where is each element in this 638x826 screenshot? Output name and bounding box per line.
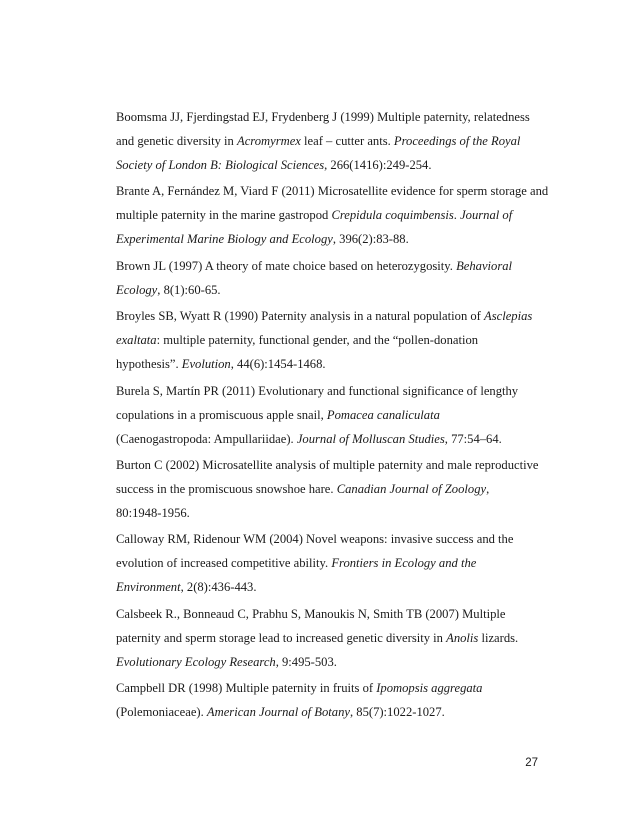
reference-text: , 85(7):1022-1027.	[349, 705, 445, 720]
reference-line	[116, 203, 546, 227]
reference-text: , 266(1416):249-254.	[324, 158, 432, 172]
reference-text: , 77:54–64.	[444, 431, 502, 446]
reference-text: 80:1948-1956.	[116, 505, 190, 520]
reference-italic-text: Anolis	[446, 630, 479, 645]
reference-line	[116, 227, 546, 251]
reference-italic-text: Frontiers in Ecology and the	[331, 556, 477, 571]
reference-line	[116, 575, 546, 599]
reference-italic-text: Ipomopsis aggregata	[376, 681, 483, 696]
reference-line	[116, 379, 546, 403]
reference-text: Brown JL (1997) A theory of mate choice based on heterozygosity.	[116, 258, 457, 273]
reference-italic-text: Evolution	[181, 357, 231, 372]
page-number: 27	[525, 757, 538, 769]
reference-line	[116, 602, 546, 626]
reference-text: Campbell DR (1998) Multiple paternity in fruits of	[116, 681, 377, 696]
reference-text: , 44(6):1454-1468.	[230, 357, 326, 372]
reference-entry	[116, 453, 546, 525]
reference-line	[116, 527, 546, 551]
reference-text: Burela S, Martín PR (2011) Evolutionary and functional significance of lengthy	[116, 383, 519, 398]
reference-text: hypothesis”.	[116, 357, 182, 372]
reference-italic-text: Evolutionary Ecology Research	[116, 654, 276, 669]
reference-line	[116, 700, 546, 724]
reference-text: Broyles SB, Wyatt R (1990) Paternity analysis in a natural population of	[116, 309, 485, 324]
reference-line	[116, 278, 546, 302]
reference-line	[116, 129, 546, 153]
reference-text: success in the promiscuous snowshoe hare.	[116, 481, 337, 496]
reference-italic-text: Pomacea canaliculata	[326, 407, 440, 422]
reference-text: , 8(1):60-65.	[157, 282, 221, 297]
reference-text: lizards.	[478, 630, 519, 645]
reference-text: leaf – cutter ants.	[300, 134, 394, 148]
reference-text: and genetic diversity in	[116, 134, 238, 148]
reference-text: copulations in a promiscuous apple snail,	[116, 407, 327, 422]
reference-entry	[116, 676, 546, 724]
reference-list	[116, 105, 549, 727]
reference-entry	[116, 105, 546, 177]
reference-line	[116, 477, 546, 501]
reference-text: (Polemoniaceae).	[116, 705, 207, 720]
reference-italic-text: Acromyrmex	[237, 134, 301, 148]
reference-line	[116, 427, 546, 451]
reference-text: : multiple paternity, functional gender, and the “pollen-donation	[156, 333, 479, 348]
reference-line	[116, 179, 549, 203]
reference-text: , 396(2):83-88.	[332, 232, 409, 247]
reference-line	[116, 551, 546, 575]
reference-entry	[116, 379, 546, 451]
reference-italic-text: Ecology	[116, 282, 158, 297]
reference-line	[116, 676, 546, 700]
reference-line	[116, 501, 546, 525]
reference-text: Brante A, Fernández M, Viard F (2011) Microsatellite evidence for sperm storage and	[116, 184, 549, 199]
reference-italic-text: Journal of	[460, 208, 513, 223]
reference-line	[116, 328, 546, 352]
reference-italic-text: exaltata	[116, 333, 157, 348]
reference-entry	[116, 304, 546, 376]
reference-italic-text: Crepidula coquimbensis	[331, 208, 454, 223]
reference-line	[116, 254, 546, 278]
reference-line	[116, 403, 546, 427]
reference-italic-text: Environment	[116, 580, 181, 595]
reference-text: Boomsma JJ, Fjerdingstad EJ, Frydenberg J (1999) Multiple paternity, relatedness	[116, 110, 530, 124]
reference-text: multiple paternity in the marine gastropod	[116, 208, 332, 223]
reference-line	[116, 352, 546, 376]
reference-line	[116, 153, 546, 177]
reference-entry	[116, 527, 546, 599]
reference-entry	[116, 179, 549, 251]
reference-line	[116, 650, 546, 674]
reference-line	[116, 304, 546, 328]
reference-entry	[116, 602, 546, 674]
reference-italic-text: American Journal of Botany	[206, 705, 350, 720]
reference-text: , 2(8):436-443.	[180, 580, 257, 595]
reference-text: .	[453, 208, 461, 223]
reference-italic-text: Asclepias	[484, 309, 533, 324]
reference-italic-text: Experimental Marine Biology and Ecology	[116, 232, 333, 247]
reference-text: Calloway RM, Ridenour WM (2004) Novel weapons: invasive success and the	[116, 532, 514, 547]
reference-text: ,	[486, 481, 490, 496]
reference-text: (Caenogastropoda: Ampullariidae).	[116, 431, 297, 446]
reference-text: Calsbeek R., Bonneaud C, Prabhu S, Manoukis N, Smith TB (2007) Multiple	[116, 606, 506, 621]
reference-text: evolution of increased competitive ability.	[116, 556, 332, 571]
reference-text: paternity and sperm storage lead to increased genetic diversity in	[116, 630, 447, 645]
reference-italic-text: Society of London B: Biological Sciences	[116, 158, 325, 172]
reference-text: Burton C (2002) Microsatellite analysis of multiple paternity and male reproductive	[116, 457, 539, 472]
reference-italic-text: Journal of Molluscan Studies	[296, 431, 445, 446]
reference-line	[116, 453, 546, 477]
reference-italic-text: Behavioral	[456, 258, 513, 273]
reference-line	[116, 626, 546, 650]
reference-italic-text: Canadian Journal of Zoology	[336, 481, 487, 496]
reference-italic-text: Proceedings of the Royal	[393, 134, 521, 148]
reference-line	[116, 105, 546, 129]
reference-text: , 9:495-503.	[275, 654, 337, 669]
reference-entry	[116, 254, 546, 302]
